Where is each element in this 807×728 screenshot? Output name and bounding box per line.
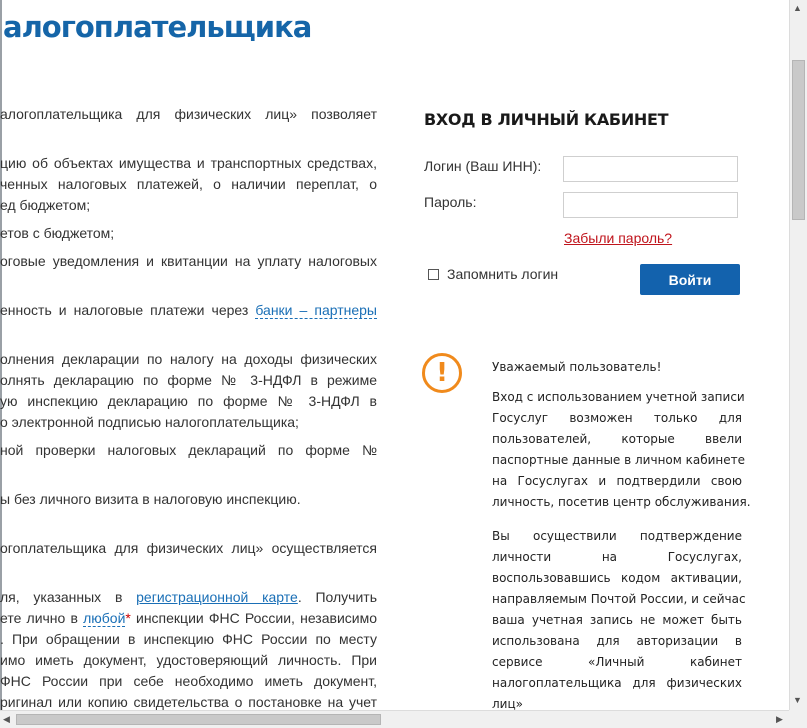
desc-line: ы без личного визита в налоговую инспекцию.	[0, 491, 301, 507]
notice-line: сервисе «Личный кабинет	[492, 655, 742, 669]
notice-line: пользователей, которые ввели	[492, 432, 742, 446]
notice-line: ваша учетная запись не может быть	[492, 613, 742, 627]
desc-text: инспекции ФНС России, независимо	[130, 610, 377, 626]
remember-login[interactable]	[428, 266, 558, 282]
desc-line-any-inspection	[0, 608, 377, 629]
notice-line: использована для авторизации в	[492, 634, 742, 648]
desc-line: оговые уведомления и квитанции на уплату налоговых	[0, 253, 377, 269]
scroll-left-icon[interactable]: ◀	[3, 714, 10, 724]
login-title: ВХОД В ЛИЧНЫЙ КАБИНЕТ	[424, 110, 669, 129]
password-input[interactable]	[563, 192, 738, 218]
vertical-scrollbar[interactable]	[789, 0, 807, 710]
desc-line: . При обращении в инспекцию ФНС России по месту	[0, 631, 377, 647]
desc-line: ед бюджетом;	[0, 197, 91, 213]
desc-line-partner-banks	[0, 300, 377, 321]
scrollbar-corner	[789, 710, 807, 728]
partner-banks-link[interactable]: банки – партнеры	[255, 302, 377, 318]
horizontal-scrollbar[interactable]	[0, 710, 789, 728]
notice-line: паспортные данные в личном кабинете	[492, 453, 746, 467]
desc-line: о электронной подписью налогоплательщика;	[0, 414, 299, 430]
desc-line: ченных налоговых платежей, о наличии переплат, о	[0, 176, 377, 192]
page-title: алогоплательщика	[3, 10, 312, 44]
desc-line: ФНС России при себе необходимо иметь документ,	[0, 673, 377, 689]
inn-input[interactable]	[563, 156, 738, 182]
notice-line: на Госуслугах и подтвердили свою	[492, 474, 742, 488]
desc-line: алогоплательщика для физических лиц» позволяет	[0, 106, 377, 122]
notice-line: личности на Госуслугах,	[492, 550, 742, 564]
desc-line: ригинал или копию свидетельства о постановке на учет	[0, 694, 377, 710]
notice-line: личность, посетив центр обслуживания.	[492, 495, 751, 509]
vertical-scroll-thumb[interactable]	[792, 60, 805, 220]
scroll-right-icon[interactable]: ▶	[776, 714, 783, 724]
remember-checkbox[interactable]	[428, 269, 439, 280]
notice-line: Вход с использованием учетной записи	[492, 390, 745, 404]
notice-line: направляемым Почтой России, и сейчас	[492, 592, 746, 606]
desc-line: етов с бюджетом;	[0, 225, 115, 241]
desc-text: енность и налоговые платежи через	[0, 302, 256, 318]
footnote-star: *	[125, 610, 131, 626]
desc-line-registration-card	[0, 587, 377, 608]
desc-line: ной проверки налоговых деклараций по форме №	[0, 442, 377, 458]
horizontal-scroll-thumb[interactable]	[16, 714, 381, 725]
any-inspection-link[interactable]: любой	[83, 610, 126, 626]
desc-line: имо иметь документ, удостоверяющий личность. При	[0, 652, 377, 668]
inn-label: Логин (Ваш ИНН):	[424, 158, 542, 174]
notice-greeting: Уважаемый пользователь!	[492, 360, 662, 374]
scroll-up-icon[interactable]: ▲	[793, 3, 802, 13]
notice-line: Госуслуг возможен только для	[492, 411, 742, 425]
notice-line: лиц»	[492, 697, 523, 710]
password-label: Пароль:	[424, 194, 477, 210]
description-column	[0, 104, 377, 710]
desc-line: олнять декларацию по форме № 3-НДФЛ в режиме	[0, 372, 377, 388]
desc-line: ую инспекцию декларацию по форме № 3-НДФЛ в	[0, 393, 377, 409]
notice-line: налогоплательщика для физических	[492, 676, 742, 690]
registration-card-link[interactable]: регистрационной карте	[136, 589, 298, 605]
desc-text: . Получить	[297, 589, 377, 605]
exclamation-icon: !	[422, 353, 462, 393]
desc-line: олнения декларации по налогу на доходы физических	[0, 351, 377, 367]
notice-line: воспользовавшись кодом активации,	[492, 571, 742, 585]
desc-line: цию об объектах имущества и транспортных средствах,	[0, 155, 377, 171]
desc-text: ля, указанных в	[0, 589, 137, 605]
forgot-password-link[interactable]: Забыли пароль?	[564, 230, 673, 246]
notice-line: Вы осуществили подтверждение	[492, 529, 742, 543]
notice-box	[492, 358, 751, 710]
scroll-down-icon[interactable]: ▼	[793, 695, 802, 705]
login-button[interactable]: Войти	[640, 264, 740, 295]
desc-text: ете лично в	[0, 610, 84, 626]
desc-line: огоплательщика для физических лиц» осуществляется	[0, 540, 377, 556]
remember-label: Запомнить логин	[447, 266, 559, 282]
